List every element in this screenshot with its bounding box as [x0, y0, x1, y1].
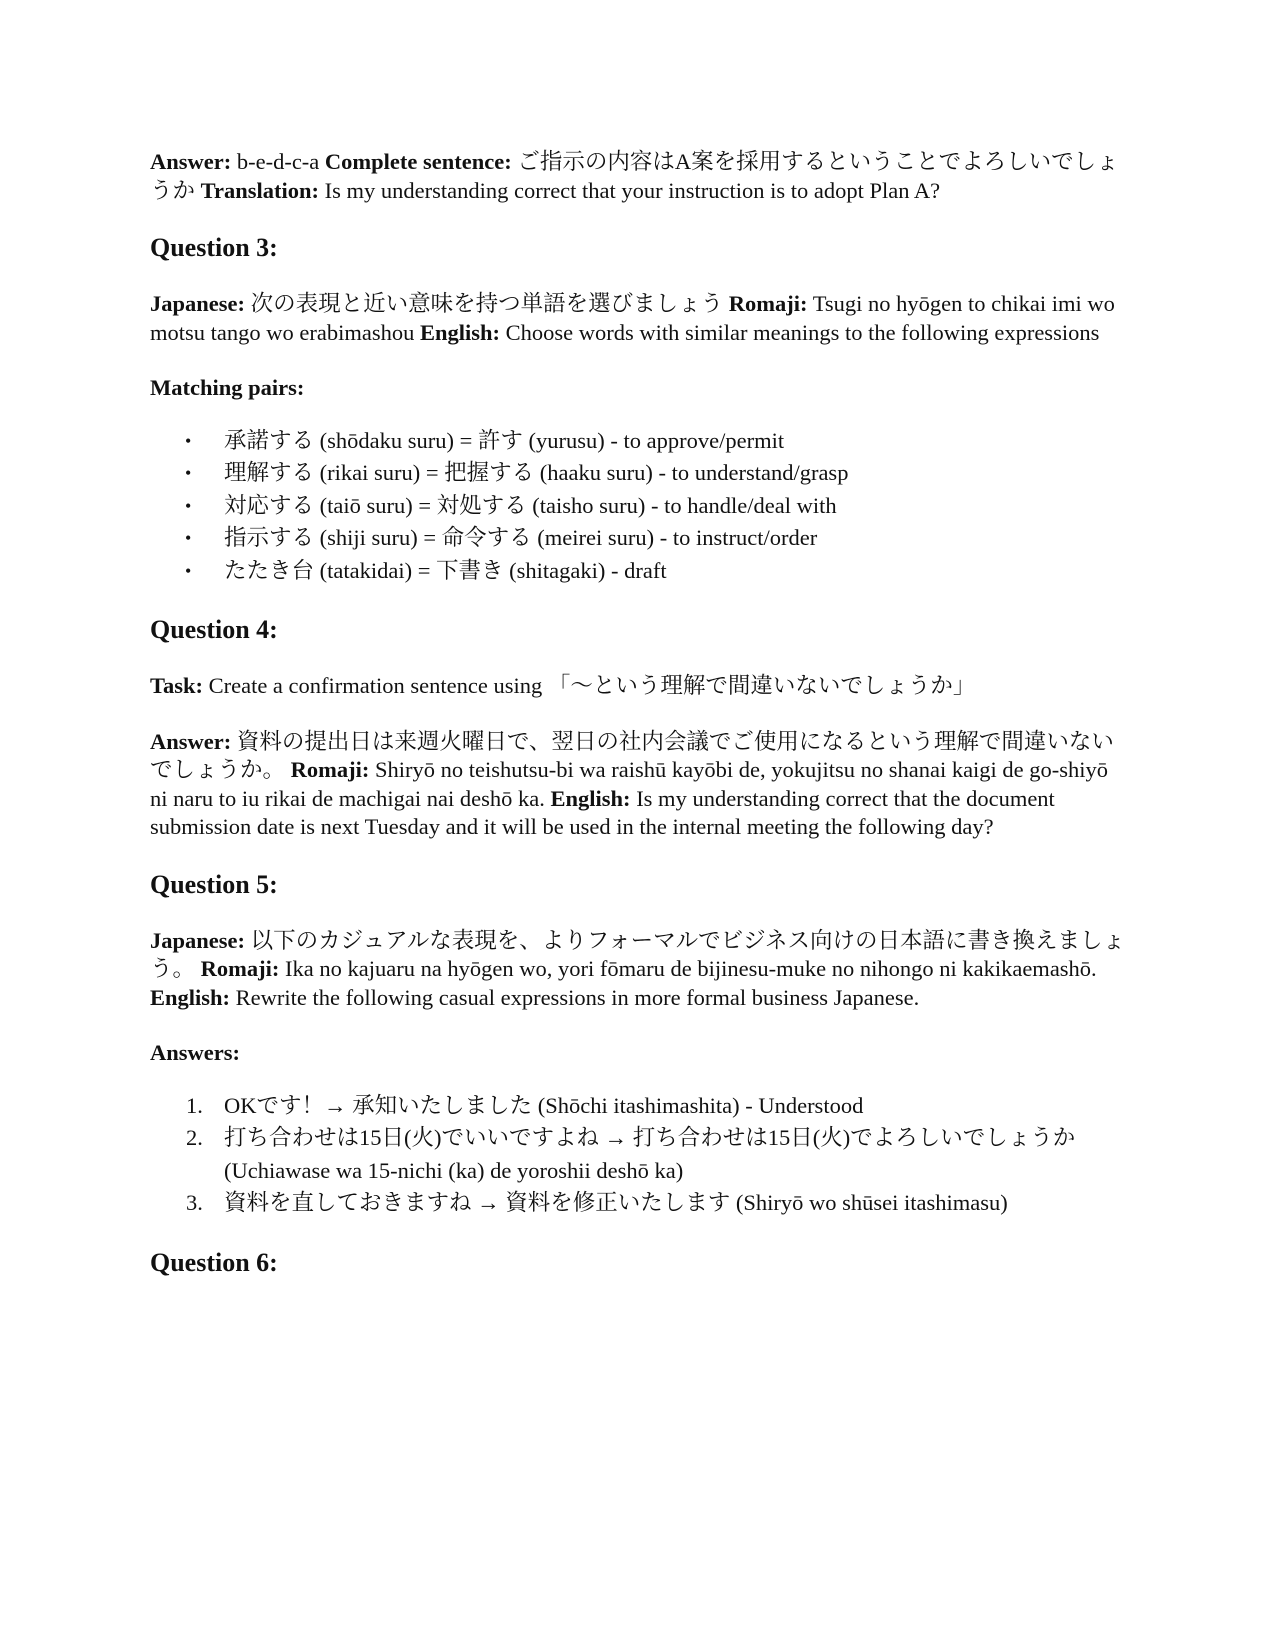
q5-prompt-paragraph: [150, 927, 1130, 1013]
list-item: [186, 1122, 1130, 1187]
english-text: Rewrite the following casual expressions in more formal business Japanese.: [235, 984, 920, 1010]
japanese-text: 次の表現と近い意味を持つ単語を選びましょう: [250, 291, 724, 316]
q3-prompt-paragraph: [150, 290, 1130, 347]
japanese-text: 以下のカジュアルな表現を、よりフォーマルでビジネス向けの日本語に書き換えましょう。: [150, 927, 1125, 981]
list-item-text: OKです！→ 承知いたしました (Shōchi itashimashita) - Understood: [224, 1092, 864, 1118]
question-4-heading: Question 4:: [150, 615, 278, 644]
matching-pairs-list: [150, 425, 1130, 588]
q4-task-paragraph: [150, 672, 1130, 701]
list-item: • 承諾する (shōdaku suru) = 許す (yurusu) - to approve/permit: [224, 425, 1130, 458]
list-item: • 理解する (rikai suru) = 把握する (haaku suru) - to understand/grasp: [224, 457, 1130, 490]
list-item: [186, 1090, 1130, 1123]
list-number: 1.: [186, 1092, 203, 1118]
romaji-text: Shiryō no teishutsu-bi wa raishū kayōbi de, yokujitsu no shanai kaigi de go-shiyō ni naru to iu rikai de machigai nai deshō ka.: [150, 757, 1109, 811]
list-item-text: 打ち合わせは15日(火)でいいですよね → 打ち合わせは15日(火)でよろしいでしょうか (Uchiawase wa 15-nichi (ka) de yoroshii deshō ka): [224, 1125, 1076, 1183]
english-text: Choose words with similar meanings to the following expressions: [505, 319, 1100, 345]
complete-sentence-text: ご指示の内容はA案を採用するということでよろしいでしょうか: [150, 149, 1119, 203]
matching-pairs-label: Matching pairs:: [150, 375, 305, 400]
english-label: English:: [419, 319, 501, 345]
english-text: Is my understanding correct that the document submission date is next Tuesday and it will be used in the internal meeting the following day?: [150, 785, 1055, 839]
list-item: • 指示する (shiji suru) = 命令する (meirei suru) - to instruct/order: [224, 522, 1130, 555]
english-label: English:: [550, 785, 631, 811]
answers-list: [150, 1090, 1130, 1220]
japanese-label: Japanese:: [150, 291, 245, 316]
japanese-label: Japanese:: [150, 927, 245, 953]
list-number: 3.: [186, 1190, 203, 1215]
list-item: • 対応する (taiō suru) = 対処する (taisho suru) - to handle/deal with: [224, 490, 1130, 523]
question-5-heading: Question 5:: [150, 869, 278, 899]
answers-label: Answers:: [150, 1040, 240, 1065]
question-3-heading: Question 3:: [150, 233, 278, 262]
q4-answer-paragraph: [150, 728, 1130, 842]
answer-label: Answer:: [150, 149, 232, 174]
answer-text: b-e-d-c-a: [236, 149, 320, 174]
translation-text: Is my understanding correct that your instruction is to adopt Plan A?: [324, 177, 941, 203]
answer-text: 資料の提出日は来週火曜日で、翌日の社内会議でご使用になるという理解で間違いないでしょうか。: [150, 728, 1114, 782]
list-item: [186, 1187, 1130, 1220]
translation-label: Translation:: [200, 177, 319, 203]
list-item: • たたき台 (tatakidai) = 下書き (shitagaki) - draft: [224, 555, 1130, 588]
romaji-text: Tsugi no hyōgen to chikai imi wo motsu tango wo erabimashou: [150, 291, 1115, 345]
romaji-label: Romaji:: [290, 757, 370, 782]
complete-sentence-label: Complete sentence:: [324, 149, 512, 174]
romaji-label: Romaji:: [728, 291, 808, 316]
romaji-text: Ika no kajuaru na hyōgen wo, yori fōmaru de bijinesu-muke no nihongo ni kakikaemashō.: [285, 956, 1097, 981]
answer-label: Answer:: [150, 728, 232, 754]
list-item-text: 資料を直しておきますね → 資料を修正いたします (Shiryō wo shūsei itashimasu): [224, 1190, 1008, 1215]
romaji-label: Romaji:: [200, 956, 280, 981]
task-text: Create a confirmation sentence using 「〜という理解で間違いないでしょうか」: [208, 673, 976, 698]
list-number: 2.: [186, 1125, 203, 1150]
task-label: Task:: [150, 673, 203, 698]
document-page: [150, 148, 1130, 1305]
english-label: English:: [150, 984, 231, 1010]
question-6-heading: Question 6:: [150, 1247, 278, 1277]
q2-answer-paragraph: [150, 148, 1130, 205]
